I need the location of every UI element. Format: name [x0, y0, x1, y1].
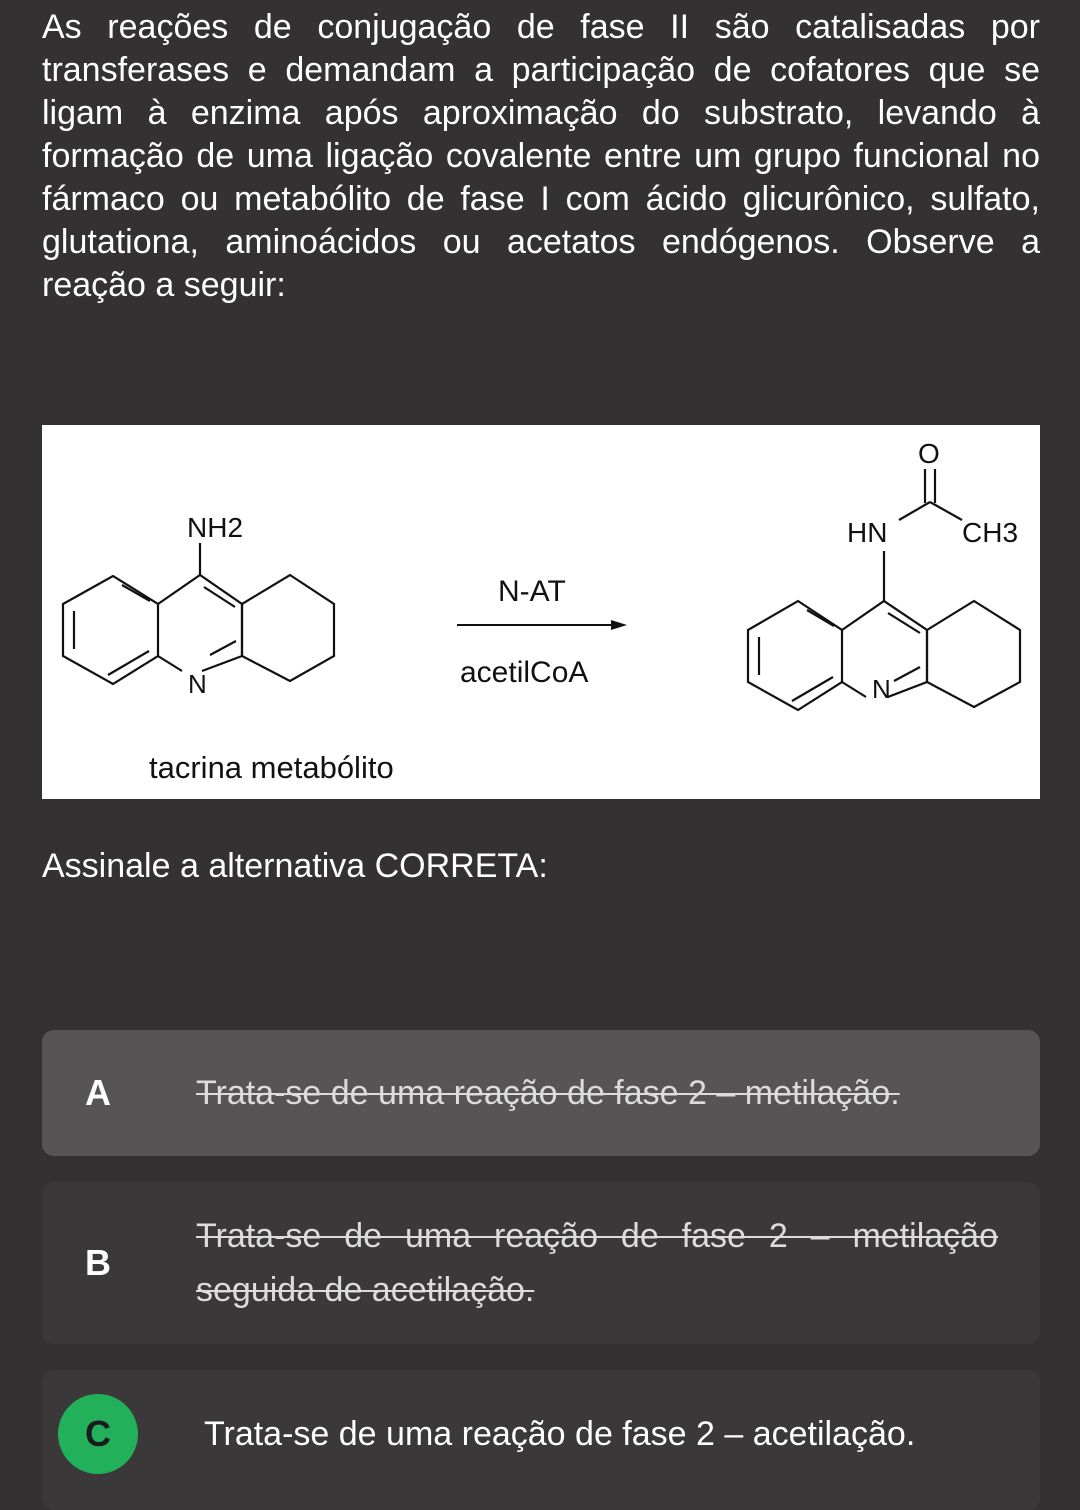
option-text: Trata-se de uma reação de fase 2 – metilação seguida de acetilação.	[196, 1217, 998, 1309]
question-statement: As reações de conjugação de fase II são catalisadas por transferases e demandam a participação de cofatores que se ligam à enzima após aproximação do substrato, levando à formação de uma ligação covalente entre um grupo funcional no fármaco ou metabólito de fase I com ácido glicurônico, sulfato, glutationa, aminoácidos ou acetatos endógenos. Observe a reação a seguir:	[42, 8, 1040, 304]
reaction-figure	[42, 425, 1040, 799]
reactant-nitrogen-label: N	[188, 669, 207, 699]
option-c[interactable]	[42, 1370, 1040, 1510]
product-nitrogen-label: N	[872, 674, 891, 704]
option-a[interactable]	[42, 1030, 1040, 1156]
arrow-head-icon	[611, 620, 627, 630]
figure-caption: tacrina metabólito	[149, 750, 394, 785]
option-b[interactable]	[42, 1182, 1040, 1344]
correct-badge: C	[58, 1394, 138, 1474]
product-amide-label: HN	[847, 517, 888, 548]
option-letter: A	[85, 1072, 111, 1113]
cofactor-label: acetilCoA	[460, 656, 589, 689]
enzyme-label: N-AT	[498, 575, 566, 608]
product-oxygen-label: O	[918, 438, 940, 469]
reactant-amino-label: NH2	[187, 512, 244, 543]
reactant-structure	[63, 543, 334, 684]
option-text: Trata-se de uma reação de fase 2 – metilação.	[196, 1074, 900, 1112]
option-letter: B	[85, 1242, 111, 1283]
reaction-diagram	[42, 425, 1040, 799]
product-methyl-label: CH3	[962, 517, 1019, 548]
question-prompt: Assinale a alternativa CORRETA:	[42, 847, 548, 885]
option-text: Trata-se de uma reação de fase 2 – acetilação.	[204, 1415, 916, 1453]
